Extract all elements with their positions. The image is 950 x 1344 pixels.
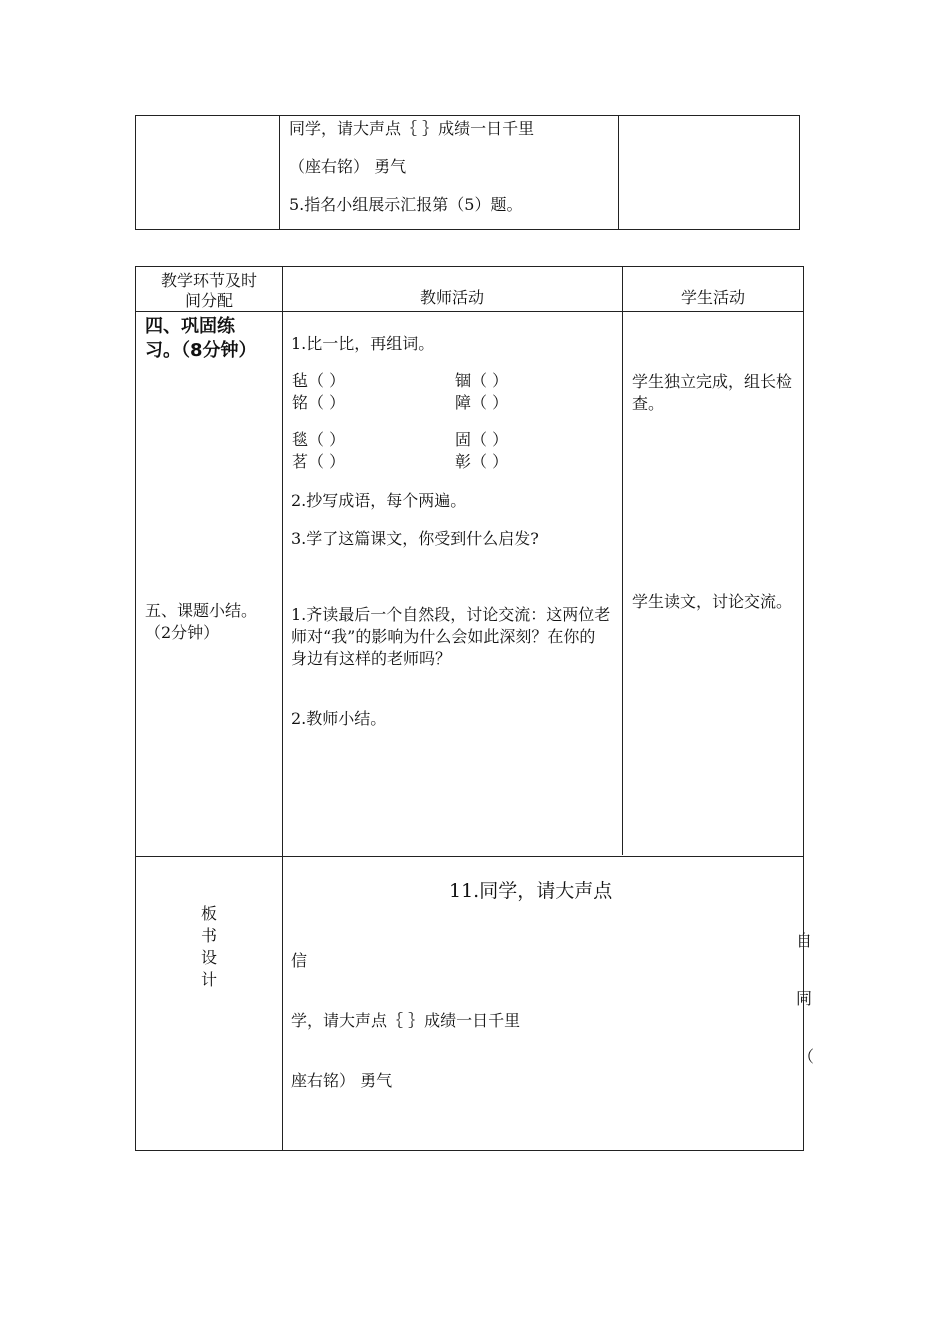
- board-label-char: 板: [200, 904, 217, 923]
- board-line-xin: 信: [291, 951, 308, 970]
- section4-student: 学生独立完成，组长检查。: [632, 372, 793, 413]
- compare-b-4: 彰（ ）: [455, 452, 509, 471]
- compare-b-2: 障（ ）: [455, 393, 509, 412]
- board-line-main: 学，请大声点｛ ｝成绩一日千里: [291, 1011, 521, 1030]
- compare-a-3: 毯（ ）: [292, 430, 346, 449]
- compare-a-4: 茗（ ）: [292, 452, 346, 471]
- board-title: 11.同学，请大声点: [449, 880, 613, 902]
- board-line-motto: 座右铭） 勇气: [291, 1071, 393, 1090]
- section4-item3: 3.学了这篇课文，你受到什么启发?: [291, 529, 539, 548]
- section4-item2: 2.抄写成语，每个两遍。: [291, 491, 467, 510]
- compare-a-2: 铭（ ）: [292, 393, 346, 412]
- header-stage-line2: 间分配: [184, 291, 233, 310]
- compare-b-3: 固（ ）: [455, 430, 509, 449]
- section4-title: 四、巩固练习。（8分钟）: [145, 316, 257, 361]
- board-label-char: 书: [200, 926, 217, 945]
- top-line-3: 5.指名小组展示汇报第（5）题。: [289, 195, 523, 214]
- col-divider: [618, 116, 619, 229]
- top-line-1: 同学，请大声点｛ ｝成绩一日千里: [289, 119, 535, 138]
- col-divider: [622, 267, 623, 855]
- header-student: 学生活动: [680, 288, 745, 307]
- section5-title: 五、课题小结。（2分钟）: [145, 601, 258, 642]
- compare-a-1: 毡（ ）: [292, 371, 346, 390]
- section5-item1: 1.齐读最后一个自然段，讨论交流：这两位老师对“我”的影响为什么会如此深刻？在你的身边有这样的老师吗？: [291, 605, 611, 668]
- header-teacher: 教师活动: [419, 288, 484, 307]
- board-overflow-char: 自: [796, 931, 813, 950]
- top-line-2: （座右铭） 勇气: [289, 157, 407, 176]
- board-label-char: 设: [200, 948, 217, 967]
- board-overflow-char: （: [798, 1047, 815, 1066]
- header-stage-line1: 教学环节及时: [160, 271, 257, 290]
- col-divider: [279, 116, 280, 229]
- col-divider: [282, 267, 283, 1150]
- board-label-char: 计: [200, 970, 217, 989]
- section4-item1: 1.比一比，再组词。: [291, 334, 435, 353]
- section5-item2: 2.教师小结。: [291, 709, 387, 728]
- board-overflow-char: 同: [796, 989, 813, 1008]
- section5-student: 学生读文，讨论交流。: [632, 592, 793, 611]
- compare-b-1: 锢（ ）: [455, 371, 509, 390]
- board-divider: [136, 856, 803, 857]
